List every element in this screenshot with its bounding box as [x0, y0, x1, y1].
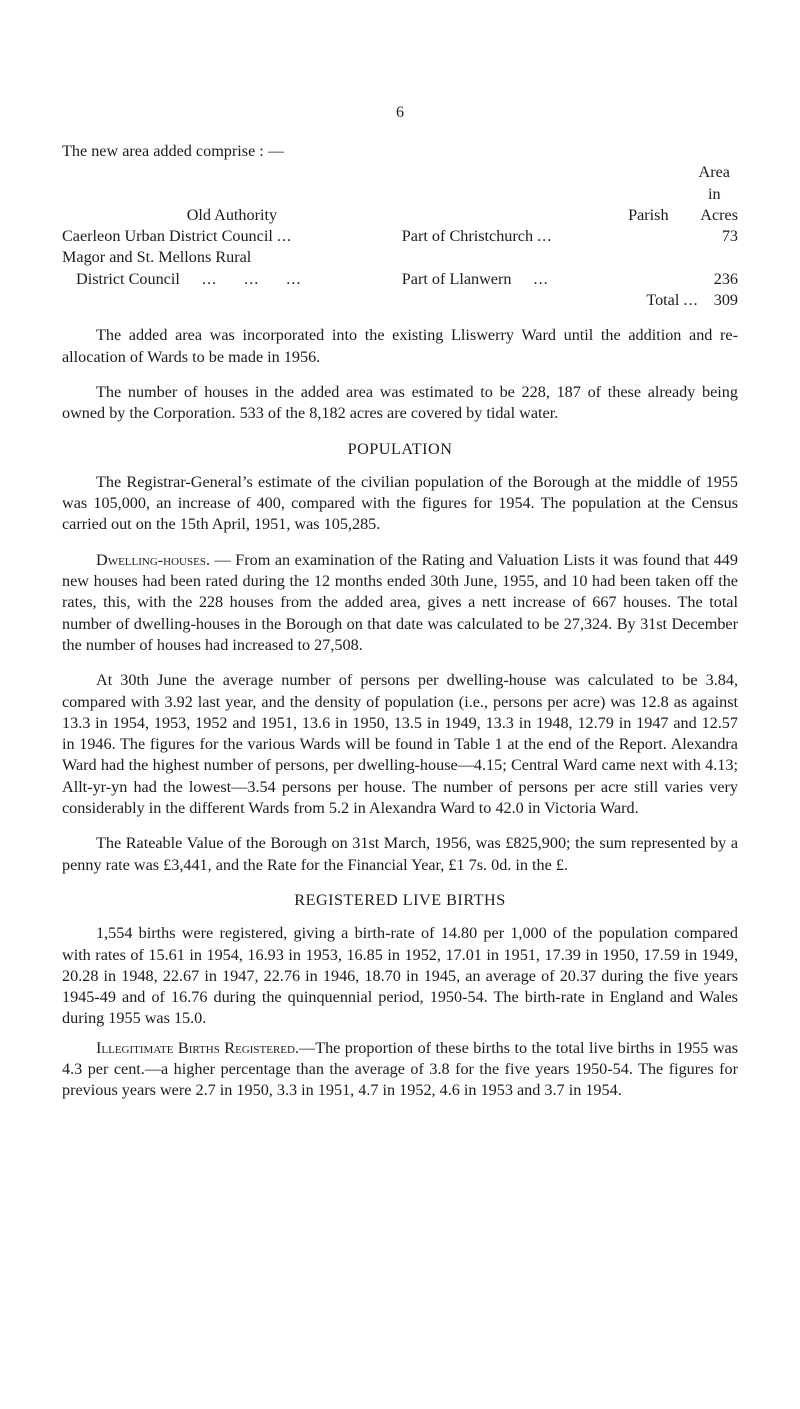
old-authority-header: Old Authority — [186, 205, 278, 224]
leader-dots: ... — [533, 269, 549, 288]
added-area-table — [62, 162, 738, 311]
paragraph: At 30th June the average number of persons per dwelling-house was calculated to be 3.84, compared with 3.92 last year, and the density of population (i.e., persons per acre) was 12.8 as against 13.3 in 1954, 1953, 1952 and 1951, 13.6 in 1950, 13.5 in 1949, 13.3 in 1948, 12.79 in 1947 and 12.57 in 1946. The figures for the various Wards will be found in Table 1 at the end of the Report. Alexandra Ward had the highest number of persons, per dwelling-house—4.15; Central Ward came next with 4.13; Allt-yr-yn had the lowest—3.54 persons per house. The number of persons per acre still varies very considerably in the different Wards from 5.2 in Alexandra Ward to 42.0 in Victoria Ward. — [62, 671, 738, 818]
paragraph — [62, 1038, 738, 1102]
page-number: 6 — [396, 104, 404, 121]
paragraph-text: — From an examination of the Rating and Valuation Lists it was found that 449 new houses had been rated during the 12 months ended 30th June, 1955, and 10 had been taken off the rates, this, with the 228 houses from the added area, gives a nett increase of 667 houses. The total number of dwelling-houses in the Borough on that date was calculated to be 27,324. By 31st December the number of houses had increased to 27,508. — [62, 550, 738, 654]
total-label: Total — [646, 291, 680, 310]
acres-cell: 236 — [713, 269, 738, 288]
authority-cell: District Council — [76, 269, 180, 288]
total-value: 309 — [713, 291, 738, 310]
acres-header: Acres — [700, 205, 738, 224]
paragraph: The added area was incorporated into the existing Lliswerry Ward until the addition and re-allocation of Wards to be made in 1956. — [62, 326, 738, 366]
inline-heading: Illegitimate Births Registered. — [96, 1038, 300, 1057]
leader-dots: ... — [276, 227, 293, 246]
table-row — [62, 269, 738, 290]
inline-heading: Dwelling-houses. — [96, 550, 211, 569]
intro-line: The new area added comprise : — — [62, 142, 285, 160]
table-row — [62, 247, 738, 268]
section-heading: POPULATION — [347, 439, 453, 458]
leader-dots: ... ... ... — [201, 269, 302, 288]
paragraph: The Registrar-General’s estimate of the civilian population of the Borough at the middle of 1955 was 105,000, an increase of 400, compared with the figures for 1954. The population at the Census carried out on the 15th April, 1951, was 105,285. — [62, 472, 738, 534]
parish-cell: Part of Llanwern — [401, 269, 512, 288]
paragraph-text: —The proportion of these births to the total live births in 1955 was 4.3 per cent.—a higher percentage than the average of 3.8 for the five years 1950-54. The figures for previous years were 2.7 in 1950, 3.3 in 1951, 4.7 in 1952, 4.6 in 1953 and 3.7 in 1954. — [62, 1038, 739, 1100]
paragraph: The Rateable Value of the Borough on 31st March, 1956, was £825,900; the sum represented by a penny rate was £3,441, and the Rate for the Financial Year, £1 7s. 0d. in the £. — [62, 834, 738, 874]
parish-cell: Part of Christchurch — [401, 227, 534, 246]
leader-dots: ... — [537, 227, 553, 246]
paragraph — [62, 550, 738, 656]
table-total-row — [62, 290, 738, 311]
paragraph: 1,554 births were registered, giving a birth-rate of 14.80 per 1,000 of the population compared with rates of 15.61 in 1954, 16.93 in 1953, 16.85 in 1952, 17.01 in 1951, 17.39 in 1950, 17.59 in 1949, 20.28 in 1948, 22.67 in 1947, 22.76 in 1946, 18.70 in 1945, an average of 20.37 during the five years 1945-49 and of 16.76 during the quinquennial period, 1950-54. The birth-rate in England and Wales during 1955 was 15.0. — [62, 924, 738, 1028]
area-in-header: Area in — [698, 163, 730, 203]
paragraph: The number of houses in the added area was estimated to be 228, 187 of these already being owned by the Corporation. 533 of the 8,182 acres are covered by tidal water. — [62, 382, 738, 423]
section-heading: REGISTERED LIVE BIRTHS — [294, 890, 506, 909]
parish-header: Parish — [628, 205, 669, 224]
acres-cell: 73 — [721, 227, 738, 246]
document-page — [62, 108, 738, 1102]
leader-dots: ... — [683, 291, 699, 310]
authority-cell: Magor and St. Mellons Rural — [62, 248, 252, 267]
table-row — [62, 226, 738, 247]
authority-cell: Caerleon Urban District Council — [62, 227, 273, 246]
